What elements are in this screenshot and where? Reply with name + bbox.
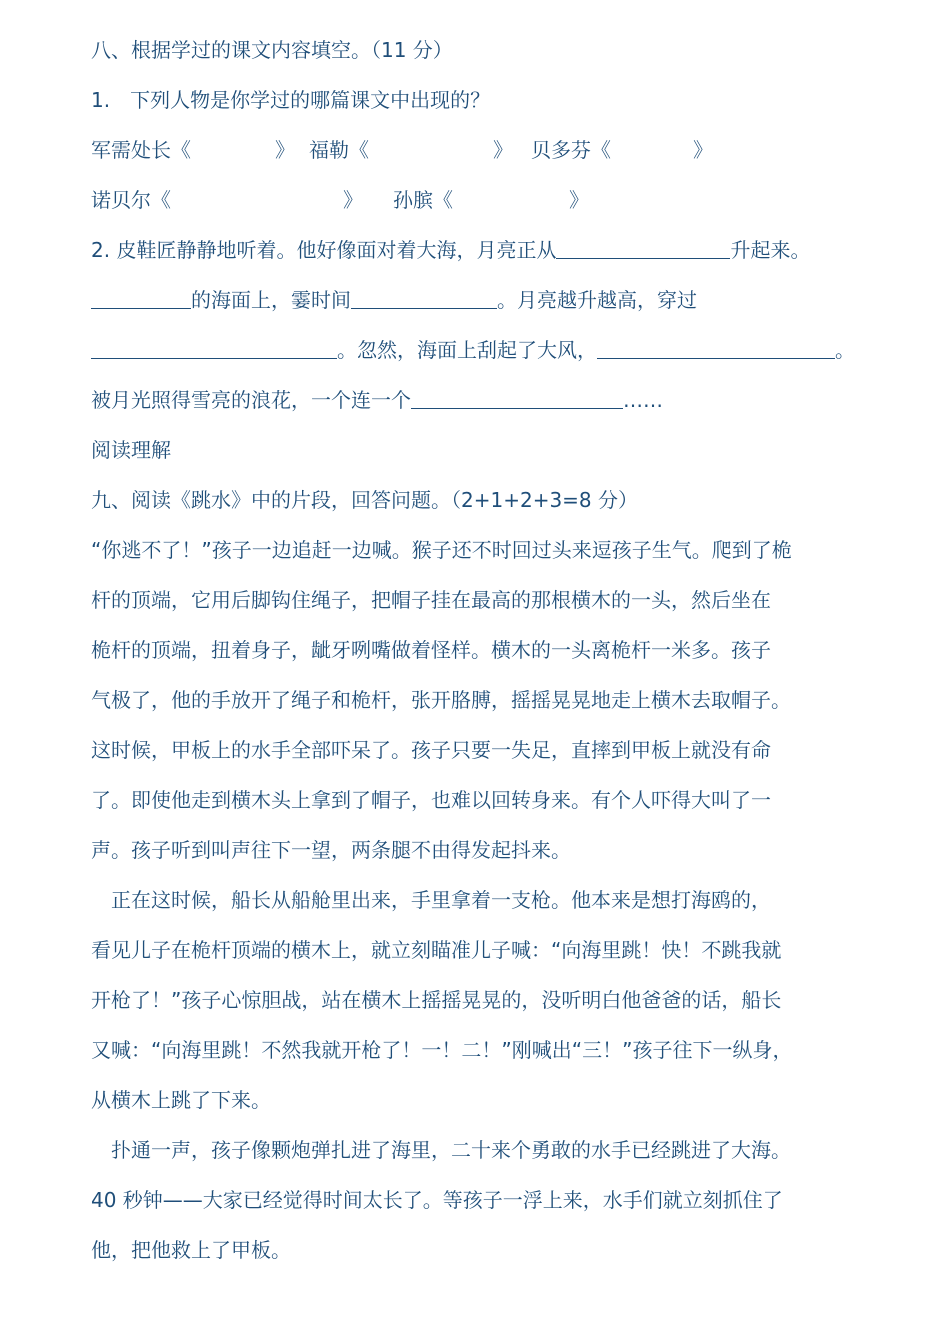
section8-title: 八、根据学过的课文内容填空。（11 分）: [91, 38, 453, 62]
character-beethoven: 贝多芬《: [531, 138, 611, 162]
fill-blank[interactable]: [597, 338, 835, 359]
q1-prompt: 1. 下列人物是你学过的哪篇课文中出现的？: [91, 88, 491, 112]
character-fuller: 福勒《: [309, 138, 369, 162]
fill-blank[interactable]: [411, 388, 623, 409]
fill-blank[interactable]: [556, 238, 730, 259]
q2-line4: 被月光照得雪亮的浪花，一个连一个 ……: [91, 388, 663, 412]
fill-blank[interactable]: [351, 288, 497, 309]
character-sun-bin: 孙膑《: [393, 188, 453, 212]
q1-row1: 军需处长《 》 福勒《 》 贝多芬《 》: [91, 138, 713, 162]
q1-row2: 诺贝尔《 》 孙膑《 》: [91, 188, 589, 212]
q2-line2: 的海面上，霎时间 。月亮越升越高，穿过: [91, 286, 697, 314]
character-nobel: 诺贝尔《: [91, 188, 171, 212]
reading-heading: 阅读理解: [91, 438, 171, 462]
character-military-officer: 军需处长《: [91, 138, 191, 162]
q2-line1: 2. 皮鞋匠静静地听着。他好像面对着大海，月亮正从 升起来。: [91, 238, 811, 262]
section9-title: 九、阅读《跳水》中的片段，回答问题。（2+1+2+3=8 分）: [91, 488, 639, 512]
q2-line3: 。忽然，海面上刮起了大风， 。: [91, 336, 855, 364]
fill-blank[interactable]: [91, 338, 337, 359]
fill-blank[interactable]: [91, 288, 191, 309]
exam-page: 八、根据学过的课文内容填空。（11 分） 1. 下列人物是你学过的哪篇课文中出现的？ 军需处长《 》 福勒《 》 贝多芬《 》 诺贝尔《 》 孙膑《 》 2. 皮鞋匠静静地听着。他好像面对着大海，月亮正从 升起来。 的海面上，霎时间 。月亮越升越高，穿过 。忽然，海面上刮起了大风， 。 被月光照得雪亮的浪花，一个连一个 …… 阅读理解 九、阅读《跳水》中的片段，回答问题。（2+1+2+3=8 分） “你逃不了！”孩子一边追赶一边喊。猴子还不时回过头来逗孩子生气。爬到了桅 杆的顶端，它用后脚钩住绳子，把帽子挂在最高的那根横木的一头，然后坐在 桅杆的顶端，扭着身子，龇牙咧嘴做着怪样。横木的一头离桅杆一米多。孩子 气极了，他的手放开了绳子和桅杆，张开胳膊，摇摇晃晃地走上横木去取帽子。 这时候，甲板上的水手全部吓呆了。孩子只要一失足，直摔到甲板上就没有命 了。即使他走到横木头上拿到了帽子，也难以回转身来。有个人吓得大叫了一 声。孩子听到叫声往下一望，两条腿不由得发起抖来。 正在这时候，船长从船舱里出来，手里拿着一支枪。他本来是想打海鸥的， 看见儿子在桅杆顶端的横木上，就立刻瞄准儿子喊：“向海里跳！快！不跳我就 开枪了！”孩子心惊胆战，站在横木上摇摇晃晃的，没听明白他爸爸的话，船长 又喊：“向海里跳！不然我就开枪了！一！二！”刚喊出“三！”孩子往下一纵身， 从横木上跳了下来。 扑通一声，孩子像颗炮弹扎进了海里，二十来个勇敢的水手已经跳进了大海。 40 秒钟——大家已经觉得时间太长了。等孩子一浮上来，水手们就立刻抓住了 他，把他救上了甲板。: [91, 38, 855, 1262]
